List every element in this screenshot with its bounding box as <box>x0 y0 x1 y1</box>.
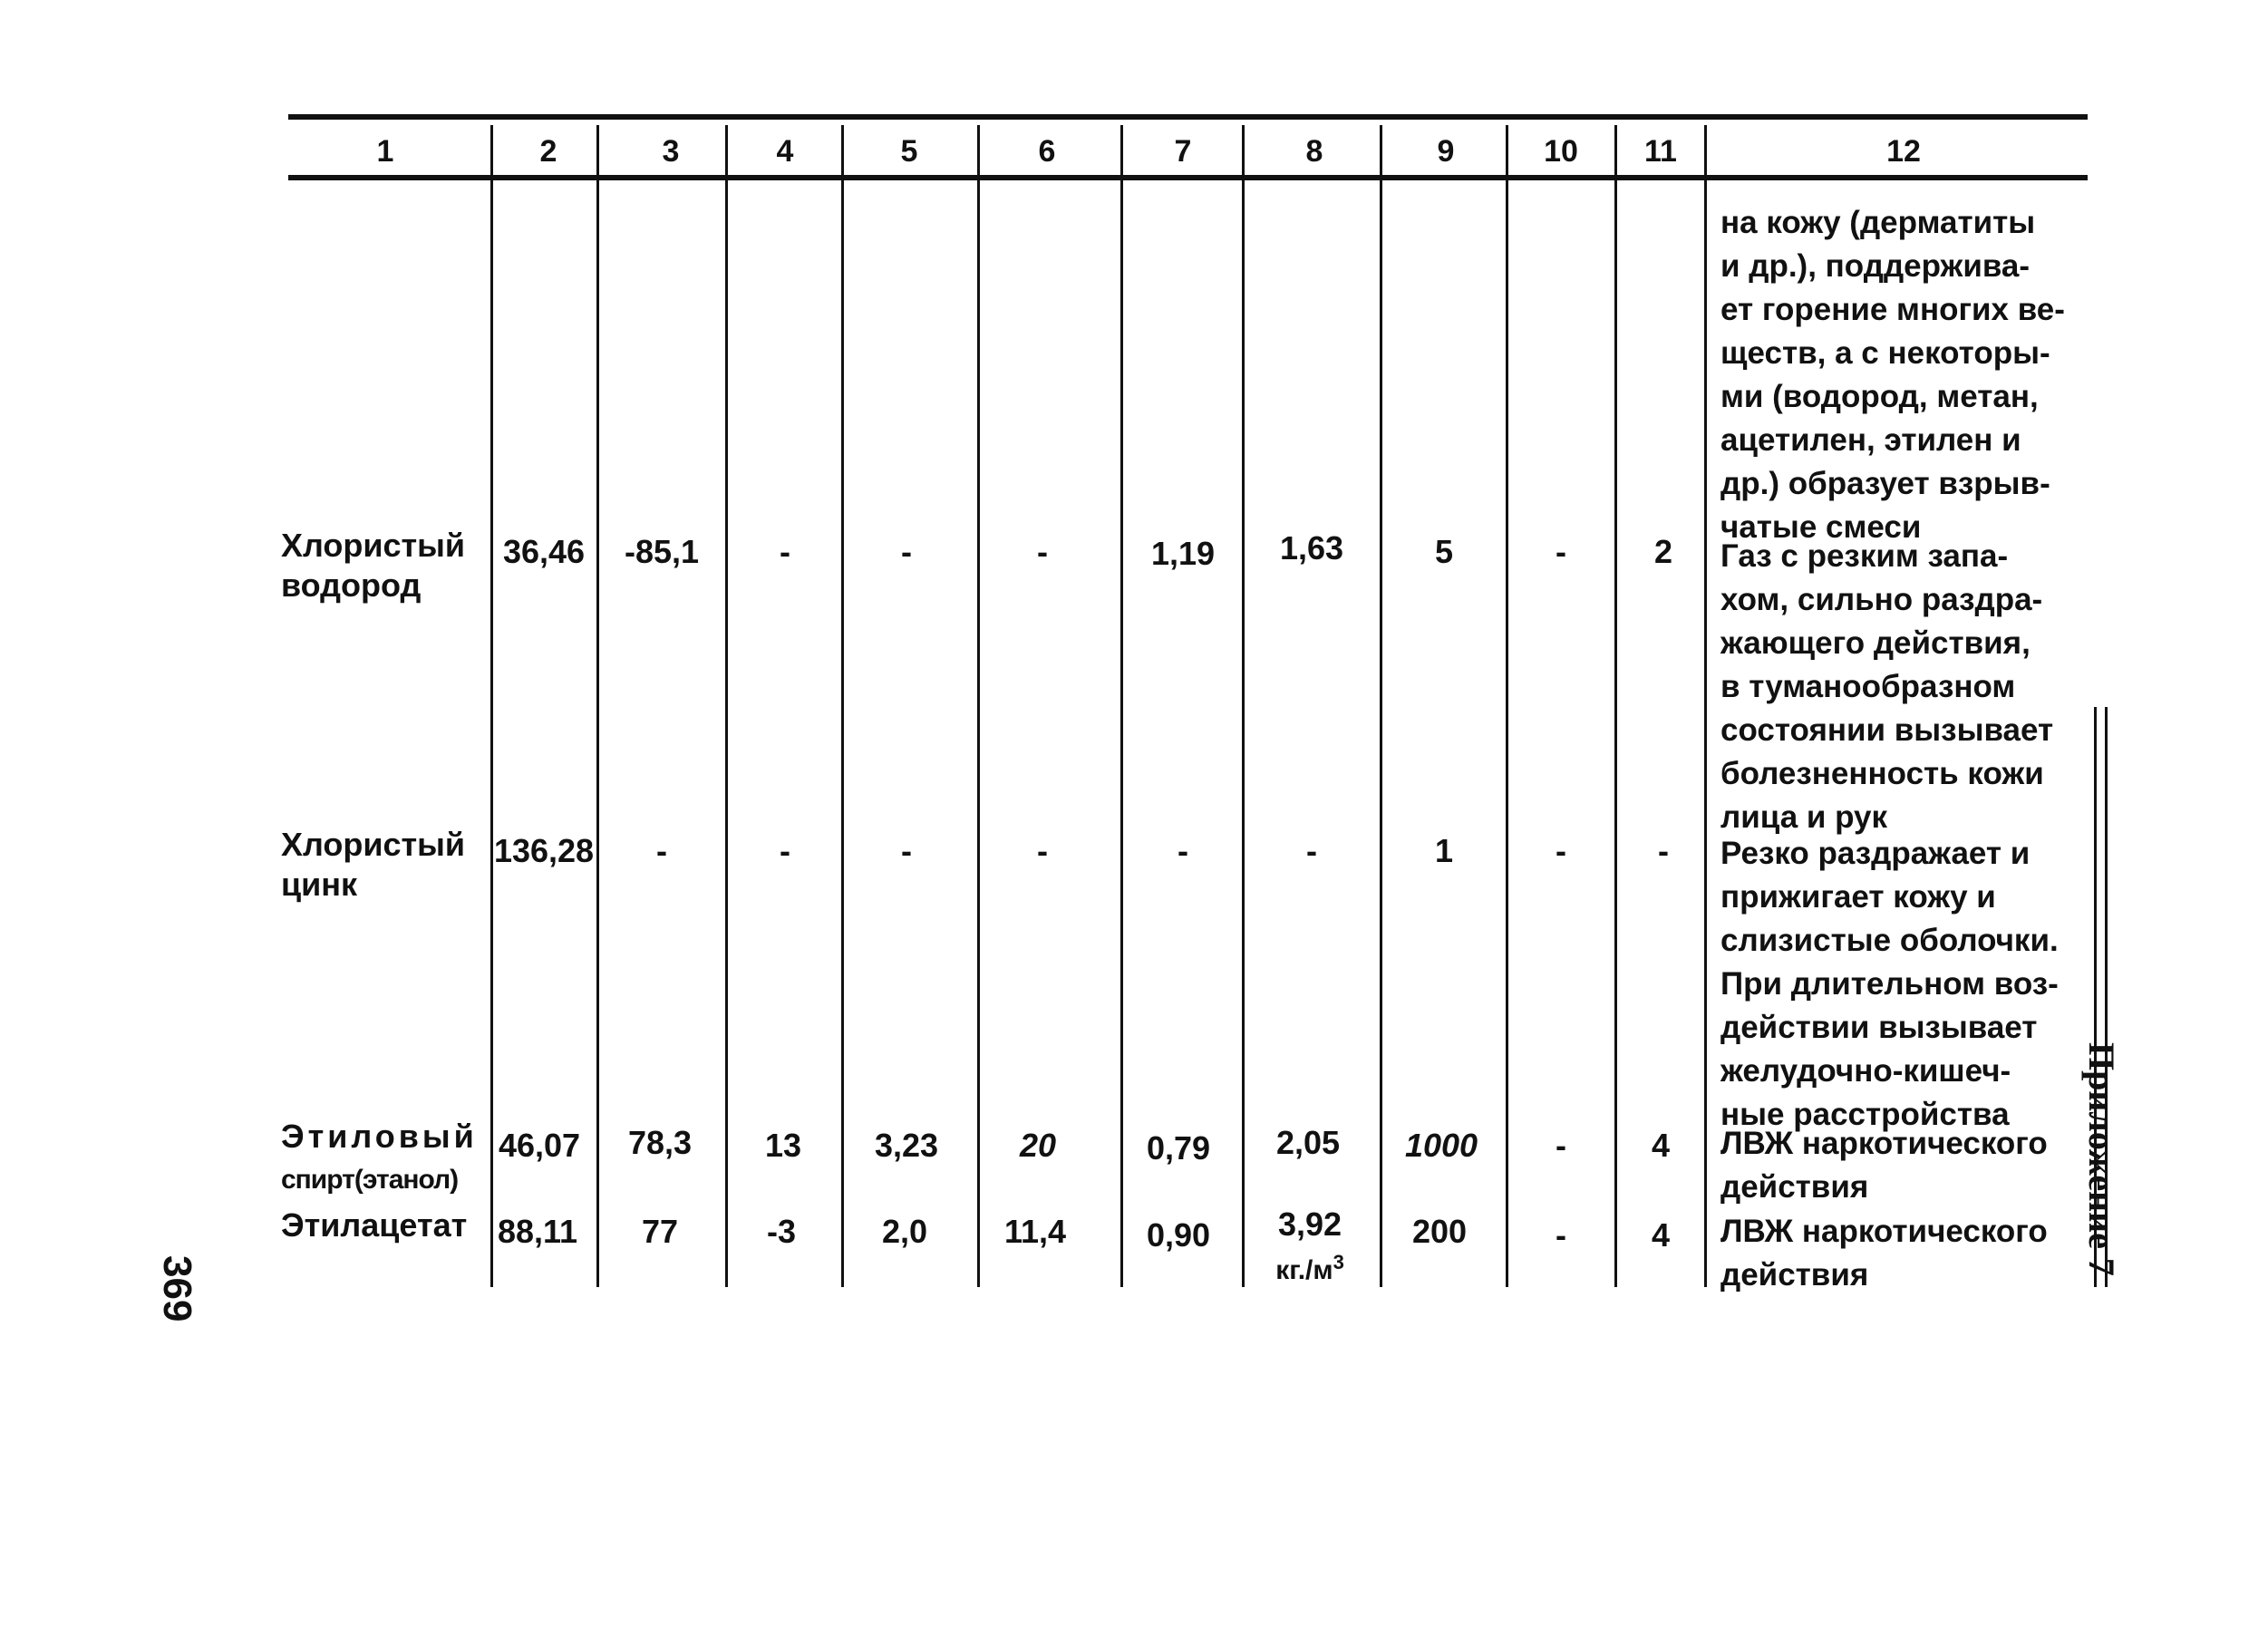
description-line: действия <box>1720 1257 1869 1293</box>
description-line: в туманообразном <box>1720 669 2016 704</box>
description-line: хом, сильно раздра- <box>1720 582 2043 617</box>
header-col-9: 9 <box>1437 134 1455 169</box>
table-cell: 5 <box>1434 533 1454 570</box>
description-line: действии вызывает <box>1720 1010 2038 1045</box>
header-col-8: 8 <box>1305 134 1323 169</box>
description-line: Газ с резким запа- <box>1720 538 2009 574</box>
description-line: ЛВЖ наркотического <box>1720 1214 2048 1249</box>
description-line: болезненность кожи <box>1720 756 2044 791</box>
description-line: др.) образует взрыв- <box>1720 466 2050 501</box>
description-line: При длительном воз- <box>1720 966 2059 1002</box>
table-cell: - <box>656 832 667 869</box>
table-cell: - <box>1306 832 1317 869</box>
description-line: чатые смеси <box>1720 509 1922 545</box>
description-line: и др.), поддержива- <box>1720 248 2031 284</box>
table-cell: 3,23 <box>874 1127 939 1164</box>
table-cell: 77 <box>641 1213 679 1250</box>
column-divider <box>1704 125 1707 1287</box>
substance-name-line: водород <box>281 566 422 604</box>
table-cell: 3,92 <box>1277 1205 1342 1243</box>
table-cell: 4 <box>1651 1216 1671 1254</box>
description-line: на кожу (дерматиты <box>1720 205 2036 240</box>
table-top-rule <box>288 114 2088 120</box>
table-cell: 88,11 <box>497 1213 578 1250</box>
header-col-7: 7 <box>1174 134 1192 169</box>
table-cell: 2,0 <box>881 1213 928 1250</box>
table-cell: - <box>1556 1127 1566 1164</box>
header-col-3: 3 <box>662 134 680 169</box>
table-cell: 13 <box>764 1127 802 1164</box>
description-line: ми (водород, метан, <box>1720 379 2039 414</box>
description-line: слизистые оболочки. <box>1720 923 2059 958</box>
table-cell: 46,07 <box>498 1127 581 1164</box>
substance-name-line: Хлористый <box>281 826 466 863</box>
table-cell: 1 <box>1434 832 1454 869</box>
unit-superscript: 3 <box>1333 1251 1344 1273</box>
table-cell: 4 <box>1651 1127 1671 1164</box>
column-divider <box>1380 125 1382 1287</box>
table-cell: - <box>780 533 790 570</box>
table-cell: -3 <box>766 1213 797 1250</box>
table-cell: - <box>901 533 912 570</box>
row-description <box>1720 1210 2099 1297</box>
substance-name <box>281 1117 478 1157</box>
column-divider <box>490 125 493 1287</box>
table-cell: - <box>1037 832 1048 869</box>
table-cell: - <box>1037 533 1048 570</box>
substance-name <box>281 526 465 605</box>
table-cell: - <box>1556 533 1566 570</box>
header-col-10: 10 <box>1544 134 1578 169</box>
substance-name-line: Хлористый <box>281 527 466 564</box>
table-cell: - <box>780 832 790 869</box>
table-cell: 2 <box>1653 533 1673 570</box>
header-bottom-rule <box>288 175 2088 180</box>
table-cell: 1,63 <box>1279 529 1344 566</box>
row-description <box>1720 1122 2099 1209</box>
substance-name-line: Этилацетат <box>281 1206 468 1244</box>
table-cell: - <box>1178 832 1188 869</box>
description-line: состоянии вызывает <box>1720 712 2054 748</box>
table-cell: -85,1 <box>624 533 700 570</box>
column-divider <box>725 125 728 1287</box>
column-divider <box>1242 125 1245 1287</box>
substance-name-line: цинк <box>281 866 358 903</box>
description-line: Резко раздражает и <box>1720 836 2031 871</box>
column-divider <box>977 125 980 1287</box>
continuation-description <box>1720 201 2099 549</box>
table-cell: 78,3 <box>627 1124 693 1161</box>
header-col-11: 11 <box>1644 134 1677 169</box>
description-line: ацетилен, этилен и <box>1720 422 2021 458</box>
description-line: действия <box>1720 1169 1869 1205</box>
table-cell: 1,19 <box>1150 535 1216 572</box>
table-cell: 36,46 <box>502 533 586 570</box>
description-line: ществ, а с некоторы- <box>1720 335 2050 371</box>
row-description <box>1720 832 2099 1137</box>
unit-label <box>1275 1251 1344 1286</box>
table-cell: 20 <box>1019 1127 1057 1164</box>
table-cell: - <box>901 832 912 869</box>
description-line: ЛВЖ наркотического <box>1720 1126 2048 1161</box>
appendix-label: Приложение 7 <box>2081 1042 2122 1276</box>
column-divider <box>596 125 599 1287</box>
unit-text: кг./м <box>1275 1255 1333 1285</box>
table-cell: 136,28 <box>493 832 595 869</box>
header-col-2: 2 <box>539 134 557 169</box>
column-divider <box>1614 125 1617 1287</box>
header-col-6: 6 <box>1038 134 1056 169</box>
description-line: жающего действия, <box>1720 625 2031 661</box>
table-cell: 1000 <box>1404 1127 1478 1164</box>
column-divider <box>1506 125 1508 1287</box>
table-cell: 0,79 <box>1146 1129 1211 1167</box>
column-divider <box>1120 125 1123 1287</box>
table-cell: - <box>1556 832 1566 869</box>
substance-name <box>281 1205 467 1245</box>
column-divider <box>841 125 844 1287</box>
table-cell: - <box>1658 832 1669 869</box>
header-col-12: 12 <box>1886 134 1921 169</box>
table-cell: 2,05 <box>1275 1124 1341 1161</box>
substance-name-subline: спирт(этанол) <box>281 1165 459 1195</box>
description-line: прижигает кожу и <box>1720 879 1996 915</box>
substance-name-line: Этиловый <box>281 1118 478 1155</box>
table-cell: - <box>1556 1216 1566 1254</box>
table-cell: 0,90 <box>1146 1216 1211 1254</box>
substance-name <box>281 825 465 905</box>
description-line: желудочно-кишеч- <box>1720 1053 2011 1089</box>
description-line: ет горение многих ве- <box>1720 292 2065 327</box>
page-number: 369 <box>155 1255 199 1322</box>
header-col-5: 5 <box>900 134 918 169</box>
header-col-1: 1 <box>376 134 394 169</box>
table-cell: 11,4 <box>1003 1213 1067 1250</box>
table-cell: 200 <box>1411 1213 1468 1250</box>
description-line: ные расстройства <box>1720 1097 2010 1132</box>
row-description <box>1720 535 2099 839</box>
description-line: лица и рук <box>1720 799 1888 835</box>
header-col-4: 4 <box>776 134 794 169</box>
